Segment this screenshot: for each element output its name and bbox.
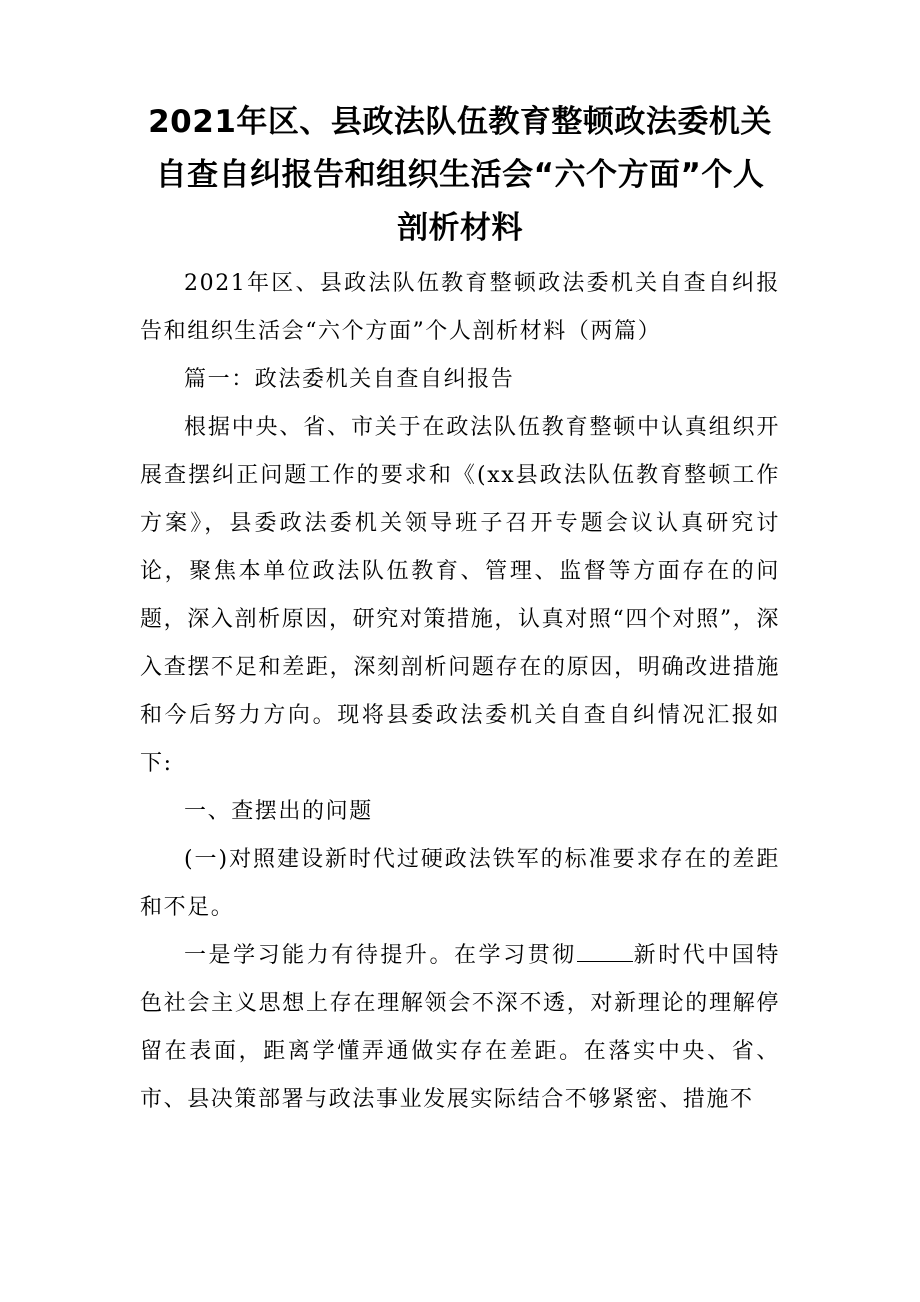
subsection1-heading: (一)对照建设新时代过硬政法铁军的标准要求存在的差距和不足。 [140,847,780,920]
point1-paragraph [140,932,780,1124]
point1-text-after: 新时代中国特色社会主义思想上存在理解领会不深不透，对新理论的理解停留在表面，距离学懂弄通做实存在差距。在落实中央、省、市、县决策部署与政法事业发展实际结合不够紧密、措施不 [140,943,780,1112]
document-title [140,96,780,255]
document-body [140,260,780,1124]
section1-heading: 一、查摆出的问题 [184,799,373,824]
title-line-1: 2021年区、县政法队伍教育整顿政法委机关 [148,104,772,140]
basis-paragraph: 根据中央、省、市关于在政法队伍教育整顿中认真组织开展查摆纠正问题工作的要求和《(xx县政法队伍教育整顿工作方案》，县委政法委机关领导班子召开专题会议认真研究讨论，聚焦本单位政法队伍教育、管理、监督等方面存在的问题，深入剖析原因，研究对策措施，认真对照“四个对照”，深入查摆不足和差距，深刻剖析问题存在的原因，明确改进措施和今后努力方向。现将县委政法委机关自查自纠情况汇报如下: [140,415,780,776]
intro-paragraph: 2021年区、县政法队伍教育整顿政法委机关自查自纠报告和组织生活会“六个方面”个人剖析材料（两篇） [140,271,780,344]
fill-in-blank [577,941,633,962]
title-line-2: 自查自纠报告和组织生活会“六个方面”个人 [155,157,765,193]
point1-text-before: 一是学习能力有待提升。在学习贯彻 [184,943,577,968]
part1-heading: 篇一：政法委机关自查自纠报告 [184,367,515,392]
title-line-3: 剖析材料 [397,210,523,246]
